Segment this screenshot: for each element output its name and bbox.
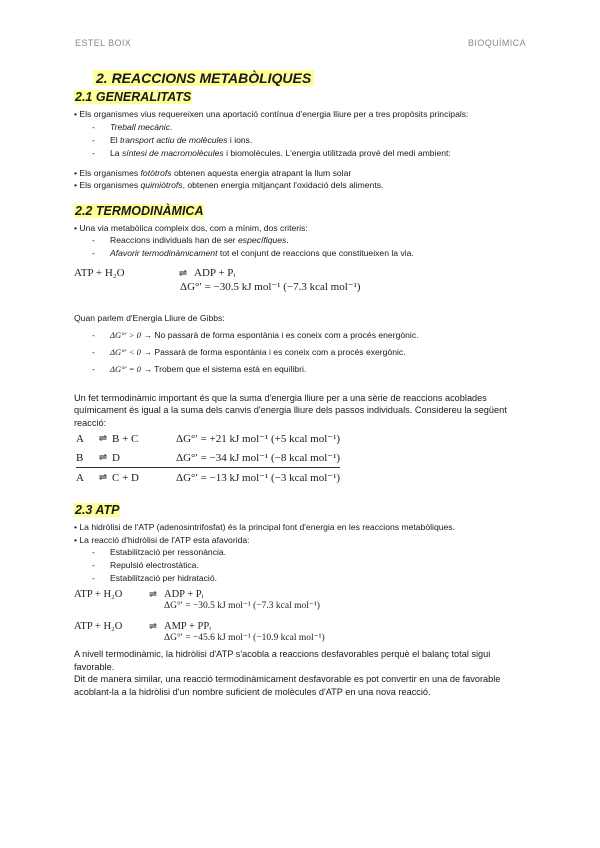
equation-atp-to-adp: ATP + H₂O ⇌ ADP + Pᵢ ΔG°′ = −30.5 kJ mol⁻¹ (−7.3 kcal mol⁻¹) <box>74 588 320 611</box>
paragraph: Quan parlem d'Energia Lliure de Gibbs: <box>74 313 225 323</box>
section-heading-atp: 2.3 ATP <box>75 503 120 517</box>
list-item: - ΔG°′ < 0 → Passarà de forma espontània i es coneix com a procés exergònic. <box>92 346 406 357</box>
table-row: A ⇌ C + D ΔG°′ = −13 kJ mol⁻¹ (−3 kcal mol⁻¹) <box>76 471 341 484</box>
paragraph: Un fet termodinàmic important és que la suma d'energia lliure per a una sèrie de reaccions acoblades químicament és igual a la suma dels canvis d'energia lliure dels passos individuals. Considereu la següent reacció: <box>74 392 507 428</box>
paragraph: • Els organismes fotòtrofs obtenen aquesta energia atrapant la llum solar <box>74 167 352 178</box>
equation-atp-hydrolysis: ATP + H₂O ⇌ ADP + Pᵢ ΔG°′ = −30.5 kJ mol⁻¹ (−7.3 kcal mol⁻¹) <box>74 267 361 293</box>
list-item: - Estabilització per ressonància. <box>92 547 227 557</box>
list-item: - Estabilització per hidratació. <box>92 573 217 583</box>
paragraph: A nivell termodinàmic, la hidròlisi d'ATP s'acobla a reaccions desfavorables perquè el balanç total sigui favorable. <box>74 649 491 672</box>
paragraph: • Una via metabòlica compleix dos, com a mínim, dos criteris: <box>74 222 308 233</box>
section-heading-termodinamica: 2.2 TERMODINÀMICA <box>75 203 204 218</box>
list-item: - Repulsió electrostàtica. <box>92 560 199 570</box>
list-item: - Reaccions individuals han de ser específiques. <box>92 235 289 245</box>
section-heading-generalitats: 2.1 GENERALITATS <box>75 90 192 104</box>
paragraph: Dit de manera similar, una reacció termodinàmicament desfavorable es pot convertir en una de favorable acoblant-la a la hidròlisi d'un nombre suficient de molècules d'ATP en una nova reacció. <box>74 674 501 697</box>
list-item: - Treball mecànic. <box>92 121 173 132</box>
equation-atp-to-amp: ATP + H₂O ⇌ AMP + PPᵢ ΔG°′ = −45.6 kJ mol⁻¹ (−10.9 kcal mol⁻¹) <box>74 620 325 643</box>
paragraph: • La hidròlisi de l'ATP (adenosintrifosfat) és la principal font d'energia en les reaccions metabòliques. <box>74 522 455 532</box>
list-item: - Afavorir termodinàmicament tot el conjunt de reaccions que constitueixen la via. <box>92 248 414 258</box>
paragraph: • La reacció d'hidròlisi de l'ATP esta afavorida: <box>74 534 250 545</box>
list-item: - ΔG°′ = 0 → Trobem que el sistema està en equilibri. <box>92 363 307 374</box>
list-item: - ΔG°′ > 0 → No passarà de forma espontània i es coneix com a procés energònic. <box>92 329 419 340</box>
paragraph: • Els organismes quimiòtrofs, obtenen energia mitjançant l'oxidació dels aliments. <box>74 180 384 190</box>
page-title: 2. REACCIONS METABÒLIQUES <box>93 70 526 86</box>
document-body <box>74 70 526 698</box>
table-row: B ⇌ D ΔG°′ = −34 kJ mol⁻¹ (−8 kcal mol⁻¹) <box>76 448 340 468</box>
list-item: - La síntesi de macromolècules i biomolècules. L'energia utilitzada prové del medi ambient: <box>92 147 451 158</box>
paragraph: • Els organismes vius requereixen una aportació contínua d'energia lliure per a tres propòsits principals: <box>74 109 469 119</box>
list-item: - El transport actiu de molècules i ions. <box>92 134 253 145</box>
coupled-reactions-table <box>76 429 340 487</box>
table-row: A ⇌ B + C ΔG°′ = +21 kJ mol⁻¹ (+5 kcal mol⁻¹) <box>76 432 341 445</box>
header-author: ESTEL BOIX <box>75 38 132 48</box>
header-subject: BIOQUÍMICA <box>467 38 526 48</box>
